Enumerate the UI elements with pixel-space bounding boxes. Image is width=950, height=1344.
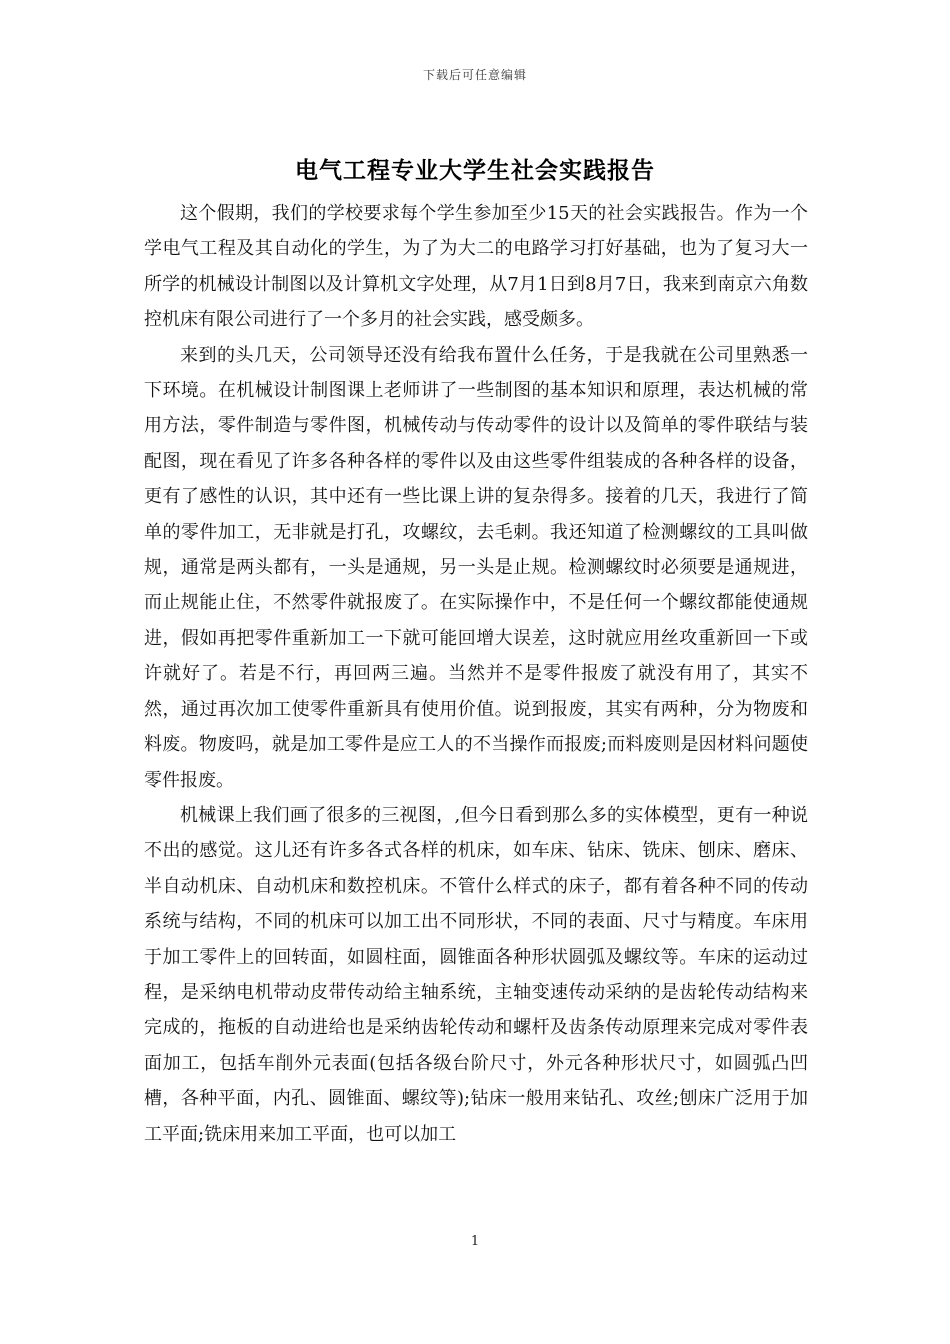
document-body: [144, 196, 808, 1152]
paragraph-1: 这个假期，我们的学校要求每个学生参加至少15天的社会实践报告。作为一个学电气工程及其自动化的学生，为了为大二的电路学习打好基础，也为了复习大一所学的机械设计制图以及计算机文字处理，从7月1日到8月7日，我来到南京六角数控机床有限公司进行了一个多月的社会实践，感受颇多。: [144, 203, 808, 331]
page-number: 1: [470, 1234, 480, 1249]
paragraph-3: 机械课上我们画了很多的三视图，,但今日看到那么多的实体模型，更有一种说不出的感觉。这儿还有许多各式各样的机床，如车床、钻床、铣床、刨床、磨床、半自动机床、自动机床和数控机床。不管什么样式的床子，都有着各种不同的传动系统与结构，不同的机床可以加工出不同形状，不同的表面、尺寸与精度。车床用于加工零件上的回转面，如圆柱面，圆锥面各种形状圆弧及螺纹等。车床的运动过程，是采纳电机带动皮带传动给主轴系统，主轴变速传动采纳的是齿轮传动结构来完成的，拖板的自动进给也是采纳齿轮传动和螺杆及齿条传动原理来完成对零件表面加工，包括车削外元表面(包括各级台阶尺寸，外元各种形状尺寸，如圆弧凸凹槽，各种平面，内孔、圆锥面、螺纹等);钻床一般用来钻孔、攻丝;刨床广泛用于加工平面;铣床用来加工平面，也可以加工: [144, 804, 808, 1145]
paragraph-2: 来到的头几天，公司领导还没有给我布置什么任务，于是我就在公司里熟悉一下环境。在机械设计制图课上老师讲了一些制图的基本知识和原理，表达机械的常用方法，零件制造与零件图，机械传动与传动零件的设计以及简单的零件联结与装配图，现在看见了许多各种各样的零件以及由这些零件组装成的各种各样的设备，更有了感性的认识，其中还有一些比课上讲的复杂得多。接着的几天，我进行了简单的零件加工，无非就是打孔，攻螺纹，去毛刺。我还知道了检测螺纹的工具叫做规，通常是两头都有，一头是通规，另一头是止规。检测螺纹时必须要是通规进，而止规能止住，不然零件就报废了。在实际操作中，不是任何一个螺纹都能使通规进，假如再把零件重新加工一下就可能回增大误差，这时就应用丝攻重新回一下或许就好了。若是不行，再回两三遍。当然并不是零件报废了就没有用了，其实不然，通过再次加工使零件重新具有使用价值。说到报废，其实有两种，分为物废和料废。物废吗，就是加工零件是应工人的不当操作而报废;而料废则是因材料问题使零件报废。: [144, 344, 808, 791]
header-note: 下载后可任意编辑: [422, 68, 527, 82]
document-title: 电气工程专业大学生社会实践报告: [295, 157, 655, 184]
